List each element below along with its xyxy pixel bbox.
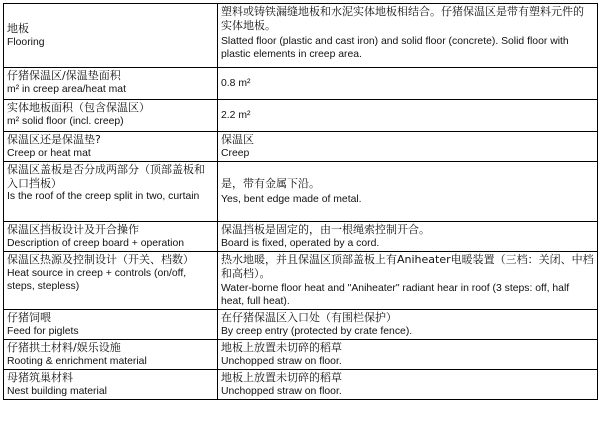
row-value-zh: 地板上放置未切碎的稻草 <box>221 371 342 384</box>
table-row <box>4 100 598 132</box>
row-label-en: Flooring <box>7 36 45 48</box>
specification-table <box>3 3 598 400</box>
row-value-zh: 保温区 <box>221 133 254 146</box>
row-label-en: Heat source in creep + controls (on/off, steps, stepless) <box>7 267 187 292</box>
row-label-zh: 母猪筑巢材料 <box>7 371 73 384</box>
row-value-cell <box>218 132 598 162</box>
row-label-cell <box>4 340 218 370</box>
row-value-cell <box>218 340 598 370</box>
row-label-en: m² solid floor (incl. creep) <box>7 115 124 127</box>
row-label-zh: 保温区盖板是否分成两部分（顶部盖板和入口挡板） <box>7 163 205 190</box>
row-value-cell <box>218 252 598 310</box>
table-row <box>4 370 598 400</box>
row-label-cell <box>4 222 218 252</box>
row-label-cell <box>4 162 218 222</box>
row-label-en: Is the roof of the creep split in two, curtain <box>7 191 200 202</box>
row-label-cell <box>4 370 218 400</box>
row-value-en: Creep <box>221 147 250 159</box>
row-label-cell <box>4 100 218 132</box>
row-label-en: Creep or heat mat <box>7 147 91 159</box>
table-row <box>4 310 598 340</box>
row-value-en: Unchopped straw on floor. <box>221 385 342 397</box>
table-row <box>4 132 598 162</box>
row-label-en: Rooting & enrichment material <box>7 355 147 367</box>
row-value-cell <box>218 68 598 100</box>
row-label-zh: 仔猪保温区/保温垫面积 <box>7 69 121 82</box>
row-label-en: Description of creep board + operation <box>7 237 185 249</box>
row-value-zh: 是，带有金属下沿。 <box>221 176 320 190</box>
table-row <box>4 252 598 310</box>
row-value-zh: 地板上放置未切碎的稻草 <box>221 341 342 354</box>
row-value-cell <box>218 162 598 222</box>
row-label-zh: 地板 <box>7 22 29 36</box>
row-label-zh: 保温区挡板设计及开合操作 <box>7 223 139 236</box>
row-label-cell <box>4 4 218 68</box>
row-value-zh: 在仔猪保温区入口处（有围栏保护） <box>221 311 397 324</box>
row-label-zh: 仔猪拱土材料/娱乐设施 <box>7 341 121 354</box>
row-value-zh: 热水地暖，并且保温区顶部盖板上有Aniheater电暖装置（三档：关闭、中档和高档）。 <box>221 253 594 280</box>
row-value-cell <box>218 370 598 400</box>
row-label-zh: 保温区热源及控制设计（开关、档数） <box>7 253 194 266</box>
table-row <box>4 340 598 370</box>
row-label-cell <box>4 252 218 310</box>
row-label-en: Nest building material <box>7 385 107 397</box>
row-value-cell <box>218 310 598 340</box>
row-label-zh: 保温区还是保温垫? <box>7 133 101 146</box>
row-value-en: Water-borne floor heat and "Aniheater" radiant hear in roof (3 steps: off, half heat, full heat). <box>221 283 570 307</box>
row-label-zh: 仔猪饲喂 <box>7 311 51 324</box>
table-row <box>4 162 598 222</box>
row-value-zh: 保温挡板是固定的，由一根绳索控制开合。 <box>221 223 430 236</box>
row-value-cell <box>218 4 598 68</box>
row-value-en: Yes, bent edge made of metal. <box>221 194 362 206</box>
row-label-en: m² in creep area/heat mat <box>7 83 126 95</box>
row-value-zh: 塑料或铸铁漏缝地板和水泥实体地板相结合。仔猪保温区是带有塑料元件的实体地板。 <box>221 5 584 32</box>
row-value-en: Slatted floor (plastic and cast iron) and solid floor (concrete). Solid floor with plastic elements in creep area. <box>221 36 569 60</box>
table-row <box>4 68 598 100</box>
row-value-cell <box>218 100 598 132</box>
row-value-cell <box>218 222 598 252</box>
row-label-zh: 实体地板面积（包含保温区） <box>7 101 150 114</box>
row-value-en: Board is fixed, operated by a cord. <box>221 237 380 249</box>
table-row <box>4 222 598 252</box>
row-label-cell <box>4 68 218 100</box>
row-label-cell <box>4 310 218 340</box>
row-label-cell <box>4 132 218 162</box>
row-value-en: 0.8 m² <box>221 78 251 89</box>
row-value-en: By creep entry (protected by crate fence). <box>221 325 413 337</box>
row-label-en: Feed for piglets <box>7 325 79 337</box>
table-row <box>4 4 598 68</box>
row-value-en: 2.2 m² <box>221 110 251 121</box>
row-value-en: Unchopped straw on floor. <box>221 355 342 367</box>
